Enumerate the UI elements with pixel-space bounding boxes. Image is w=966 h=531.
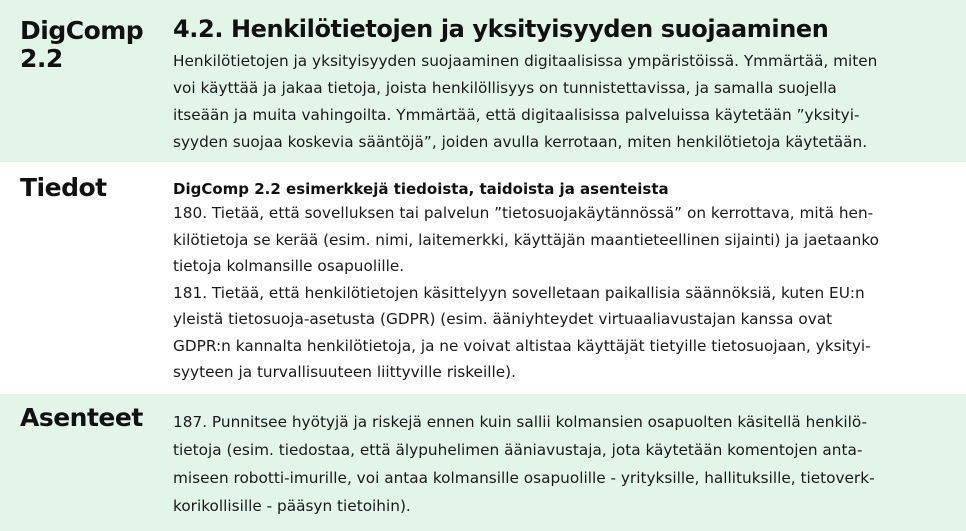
competence-heading: 4.2. Henkilötietojen ja yksityisyyden suojaaminen [173,15,829,43]
text-line: tietoja (esim. tiedostaa, että älypuhelimen ääniavustaja, jota käytetään komentojen anta- [173,441,863,459]
row-digcomp [0,0,966,162]
label-line: Asenteet [20,403,143,432]
label-line: DigComp [20,16,144,45]
examples-subheading: DigComp 2.2 esimerkkejä tiedoista, taidoista ja asenteista [173,180,669,198]
row-label-asenteet [20,404,143,432]
label-line: Tiedot [20,173,107,202]
text-line: syyden suojaa koskevia sääntöjä”, joiden avulla kerrotaan, miten henkilötietoja käytetään. [173,133,868,151]
label-line: 2.2 [20,44,63,73]
text-line: Henkilötietojen ja yksityisyyden suojaaminen digitaalisissa ympäristöissä. Ymmärtää, miten [173,52,878,70]
text-line: 180. Tietää, että sovelluksen tai palvelun ”tietosuojakäytännössä” on kerrottava, mitä hen- [173,204,874,222]
text-line: voi käyttää ja jakaa tietoja, joista henkilöllisyys on tunnistettavissa, ja samalla suojella [173,79,837,97]
text-line: miseen robotti-imurille, voi antaa kolmansille osapuolille - yrityksille, hallituksille, tietoverk- [173,469,875,487]
text-line: korikollisille - pääsyn tietoihin). [173,497,411,515]
row-content-tiedot [173,178,938,386]
row-label-tiedot [20,174,107,202]
text-line: kilötietoja se kerää (esim. nimi, laitemerkki, käyttäjän maantieteellinen sijainti) ja jaetaanko [173,230,880,249]
row-content-digcomp [173,14,938,156]
text-line: syyteen ja turvallisuuteen liittyville riskeille). [173,363,516,381]
attitude-examples [173,408,938,520]
row-content-asenteet [173,408,938,520]
text-line: tietoja kolmansille osapuolille. [173,257,405,275]
row-tiedot [0,162,966,394]
row-label-digcomp [20,17,143,73]
text-line: 187. Punnitsee hyötyjä ja riskejä ennen kuin sallii kolmansien osapuolten käsitellä henkilö- [173,413,867,431]
text-line: itseään ja muita vahingoilta. Ymmärtää, että digitaalisissa palveluissa käytetään ”yksityi- [173,106,860,124]
row-asenteet [0,394,966,531]
knowledge-examples [173,200,938,386]
text-line: GDPR:n kannalta henkilötietoja, ja ne voivat altistaa käyttäjät tietyille tietosuojaan, yksityi- [173,336,871,355]
competence-description [173,48,938,156]
text-line: 181. Tietää, että henkilötietojen käsittelyyn sovelletaan paikallisia säännöksiä, kuten EU:n [173,283,865,302]
text-line: yleistä tietosuoja-asetusta (GDPR) (esim. ääniyhteydet virtuaaliavustajan kanssa ovat [173,310,833,328]
